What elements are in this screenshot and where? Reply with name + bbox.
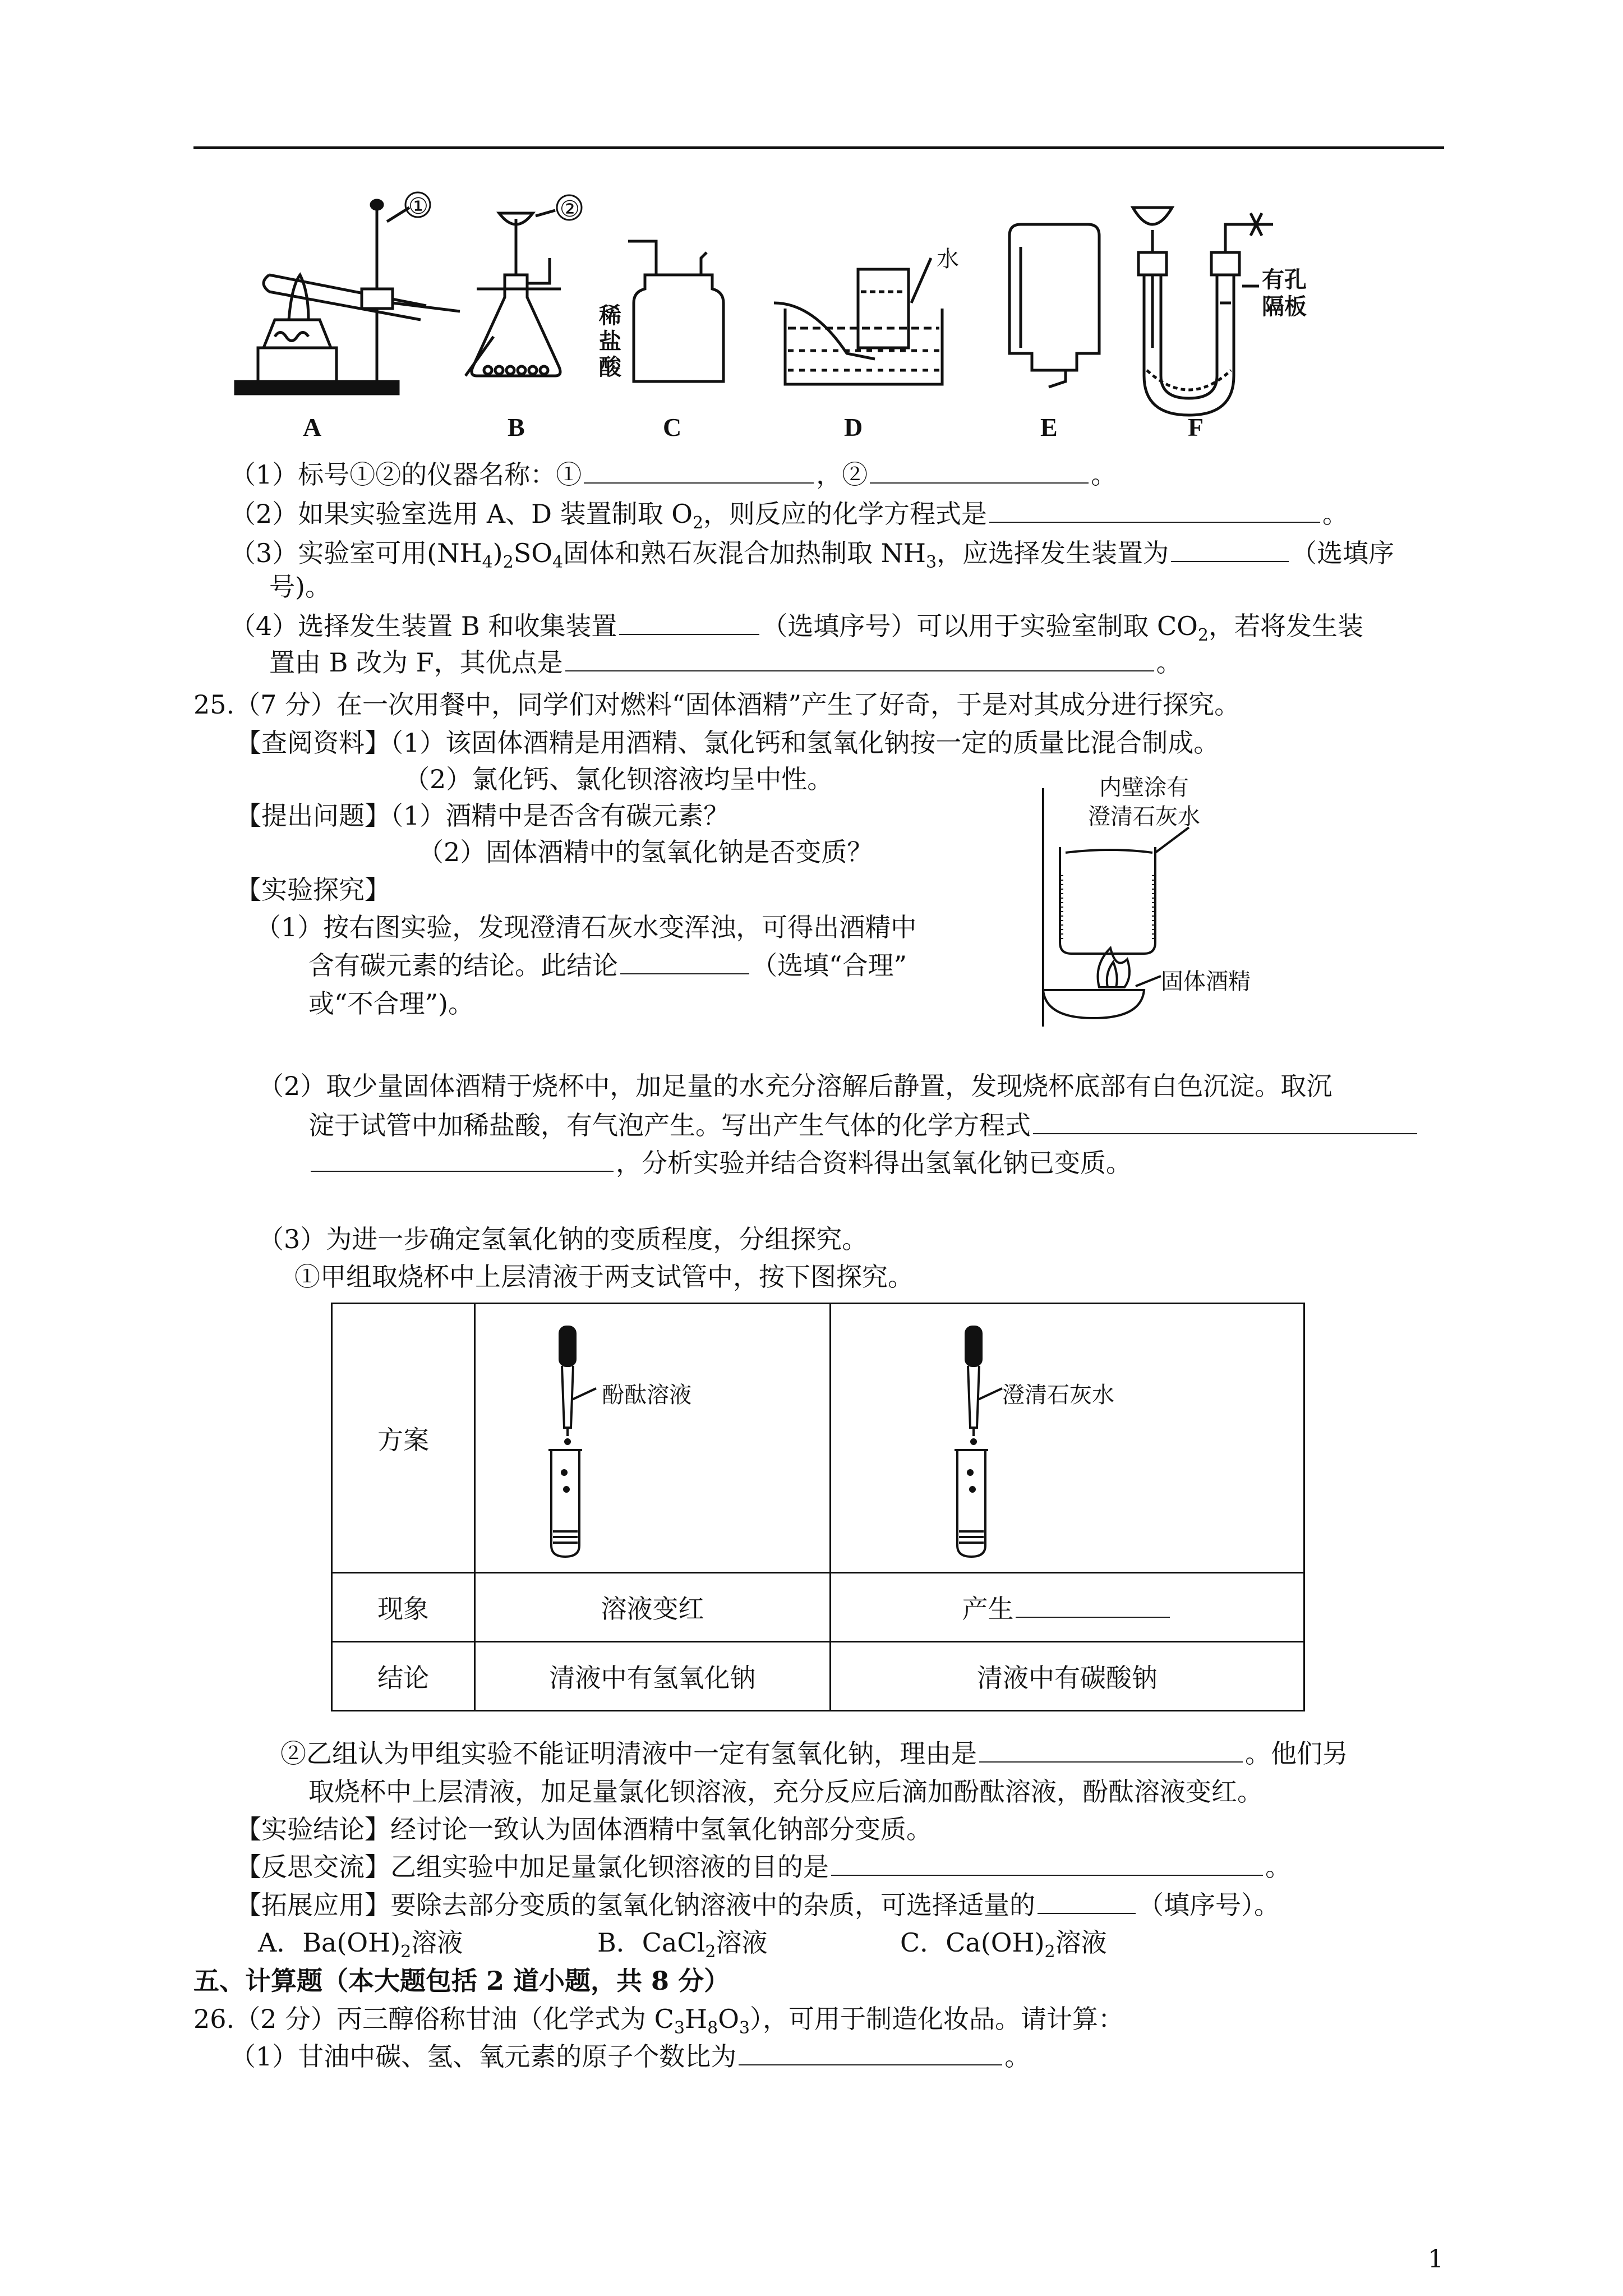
blank-atom-ratio[interactable] (739, 2042, 1002, 2065)
q25-e3-line3: ②乙组认为甲组实验不能证明清液中一定有氢氧化钠，理由是 。他们另 (280, 1738, 1348, 1769)
q25-option-a: A．$Ba(OH)_2$溶液 (258, 1927, 463, 1962)
q24-part4-cont: 置由 B 改为 F，其优点是 。 (269, 647, 1182, 678)
q25-e3-line4: 取烧杯中上层清液，加足量氯化钡溶液，充分反应后滴加酚酞溶液，酚酞溶液变红。 (308, 1777, 1263, 1807)
water-label: 水 (937, 246, 959, 272)
label-C: C (663, 413, 682, 441)
section-five-heading: 五、计算题（本大题包括 2 道小题，共 8 分） (193, 1966, 730, 1996)
fig-label-bottom: 固体酒精 (1161, 969, 1251, 995)
porous-plate-line-2: 隔板 (1262, 293, 1307, 320)
q25-reflect: 【反思交流】乙组实验中加足量氯化钡溶液的目的是 。 (236, 1852, 1291, 1882)
hcl-char-2: 盐 (599, 328, 621, 355)
table-row-plan (332, 1304, 1304, 1573)
q24-part3-cont: 号)。 (269, 572, 331, 602)
cell-phenomenon-header: 现象 (332, 1573, 475, 1642)
q25-explore-title: 【实验探究】 (236, 875, 390, 905)
q25-e3-line1: （3）为进一步确定氢氧化钠的变质程度，分组探究。 (258, 1224, 868, 1254)
q25-option-c: C．$Ca(OH)_2$溶液 (900, 1927, 1107, 1962)
cell-conclusion-2: 清液中有碳酸钠 (830, 1642, 1304, 1711)
q24-part3: （3）实验室可用$(NH_4)_2SO_4$固体和熟石灰混合加热制取 $NH_3$，应选择发生装置为 （选填序 (230, 538, 1395, 573)
blank-equation-o2[interactable] (989, 499, 1320, 523)
q25-option-b: B．CaCl$_2$溶液 (597, 1927, 768, 1962)
blank-advantage[interactable] (565, 648, 1154, 671)
blank-nh3-device[interactable] (1171, 539, 1289, 562)
q25-e1-line1: （1）按右图实验，发现澄清石灰水变浑浊，可得出酒精中 (255, 912, 917, 942)
label-E: E (1040, 413, 1058, 441)
header-rule (193, 146, 1444, 149)
q24-part4: （4）选择发生装置 B 和收集装置 （选填序号）可以用于实验室制取 $CO_2$，若将发生装 (230, 611, 1363, 646)
blank-gas-equation-2[interactable] (311, 1148, 614, 1172)
hcl-char-1: 稀 (599, 302, 621, 329)
table-row-conclusion (332, 1642, 1304, 1711)
cell-plan-header: 方案 (332, 1304, 475, 1573)
q25-conclusion: 【实验结论】经讨论一致认为固体酒精中氢氧化钠部分变质。 (236, 1814, 932, 1844)
hcl-label (599, 303, 621, 380)
page-number: 1 (1428, 2245, 1444, 2274)
blank-gas-equation-1[interactable] (1033, 1111, 1417, 1134)
test-tube-limewater-icon (938, 1315, 1106, 1562)
blank-collect-device[interactable] (619, 611, 759, 635)
q26-header: 26.（2 分）丙三醇俗称甘油（化学式为 $C_3H_8O_3$），可用于制造化妆品。请计算： (193, 2004, 1124, 2039)
q25-e2-line3: ，分析实验并结合资料得出氢氧化钠已变质。 (308, 1145, 1132, 1180)
marker-2: ② (560, 196, 580, 222)
cell-conclusion-header: 结论 (332, 1642, 475, 1711)
reagent-limewater: 澄清石灰水 (1002, 1382, 1114, 1408)
q25-e1-line2: 含有碳元素的结论。此结论 （选填“合理” (308, 950, 907, 981)
label-D: D (844, 413, 863, 441)
q24-part1: （1）标号①②的仪器名称：① ，② 。 (230, 459, 1117, 490)
cell-phenomenon-2: 产生 (830, 1573, 1304, 1642)
marker-1: ① (408, 194, 428, 219)
table-row-phenomenon (332, 1573, 1304, 1642)
label-A: A (303, 413, 322, 441)
q25-e1-line3: 或“不合理”)。 (308, 988, 474, 1019)
q26-part1: （1）甘油中碳、氢、氧元素的原子个数比为 。 (230, 2041, 1031, 2072)
q25-info-1: 【查阅资料】（1）该固体酒精是用酒精、氯化钙和氢氧化钠按一定的质量比混合制成。 (236, 728, 1220, 758)
cell-plan-limewater (830, 1304, 1304, 1573)
q25-header: 25.（7 分）在一次用餐中，同学们对燃料“固体酒精”产生了好奇，于是对其成分进行探究。 (193, 689, 1241, 720)
q25-e3-line2: ①甲组取烧杯中上层清液于两支试管中，按下图探究。 (294, 1262, 914, 1292)
blank-purpose[interactable] (831, 1852, 1263, 1876)
blank-phenomenon[interactable] (1016, 1594, 1170, 1618)
q25-e2-line1: （2）取少量固体酒精于烧杯中，加足量的水充分溶解后静置，发现烧杯底部有白色沉淀。取沉 (258, 1071, 1332, 1101)
q25-e2-line2: 淀于试管中加稀盐酸，有气泡产生。写出产生气体的化学方程式 (308, 1108, 1419, 1143)
reagent-phenolphthalein: 酚酞溶液 (602, 1382, 692, 1408)
blank-instrument-2[interactable] (870, 460, 1089, 484)
fig-label-top-line2: 澄清石灰水 (1088, 804, 1200, 830)
fig-label-top-line1: 内壁涂有 (1099, 775, 1189, 800)
blank-reason[interactable] (979, 1739, 1243, 1763)
fig-label-top (1088, 773, 1200, 831)
label-F: F (1188, 413, 1204, 441)
hcl-char-3: 酸 (599, 354, 621, 380)
q24-part2: （2）如果实验室选用 A、D 装置制取 $O_2$，则反应的化学方程式是 。 (230, 499, 1349, 533)
cell-plan-phenolphthalein (475, 1304, 831, 1573)
q25-info-2: （2）氯化钙、氯化钡溶液均呈中性。 (404, 764, 833, 794)
apparatus-figure (224, 191, 1318, 449)
experiment-table (331, 1303, 1305, 1711)
q25-question-2: （2）固体酒精中的氢氧化钠是否变质？ (418, 837, 873, 867)
q25-question-1: 【提出问题】（1）酒精中是否含有碳元素？ (236, 800, 730, 831)
blank-reasonable[interactable] (620, 951, 749, 974)
cell-conclusion-1: 清液中有氢氧化钠 (475, 1642, 831, 1711)
test-tube-phenolphthalein-icon (532, 1315, 700, 1562)
label-B: B (508, 413, 525, 441)
porous-plate-line-1: 有孔 (1262, 266, 1307, 293)
blank-instrument-1[interactable] (584, 460, 814, 484)
q25-apply: 【拓展应用】要除去部分变质的氢氧化钠溶液中的杂质，可选择适量的 （填序号）。 (236, 1890, 1280, 1920)
porous-plate-label (1262, 266, 1307, 320)
blank-choice[interactable] (1038, 1890, 1136, 1914)
cell-phenomenon-1: 溶液变红 (475, 1573, 831, 1642)
